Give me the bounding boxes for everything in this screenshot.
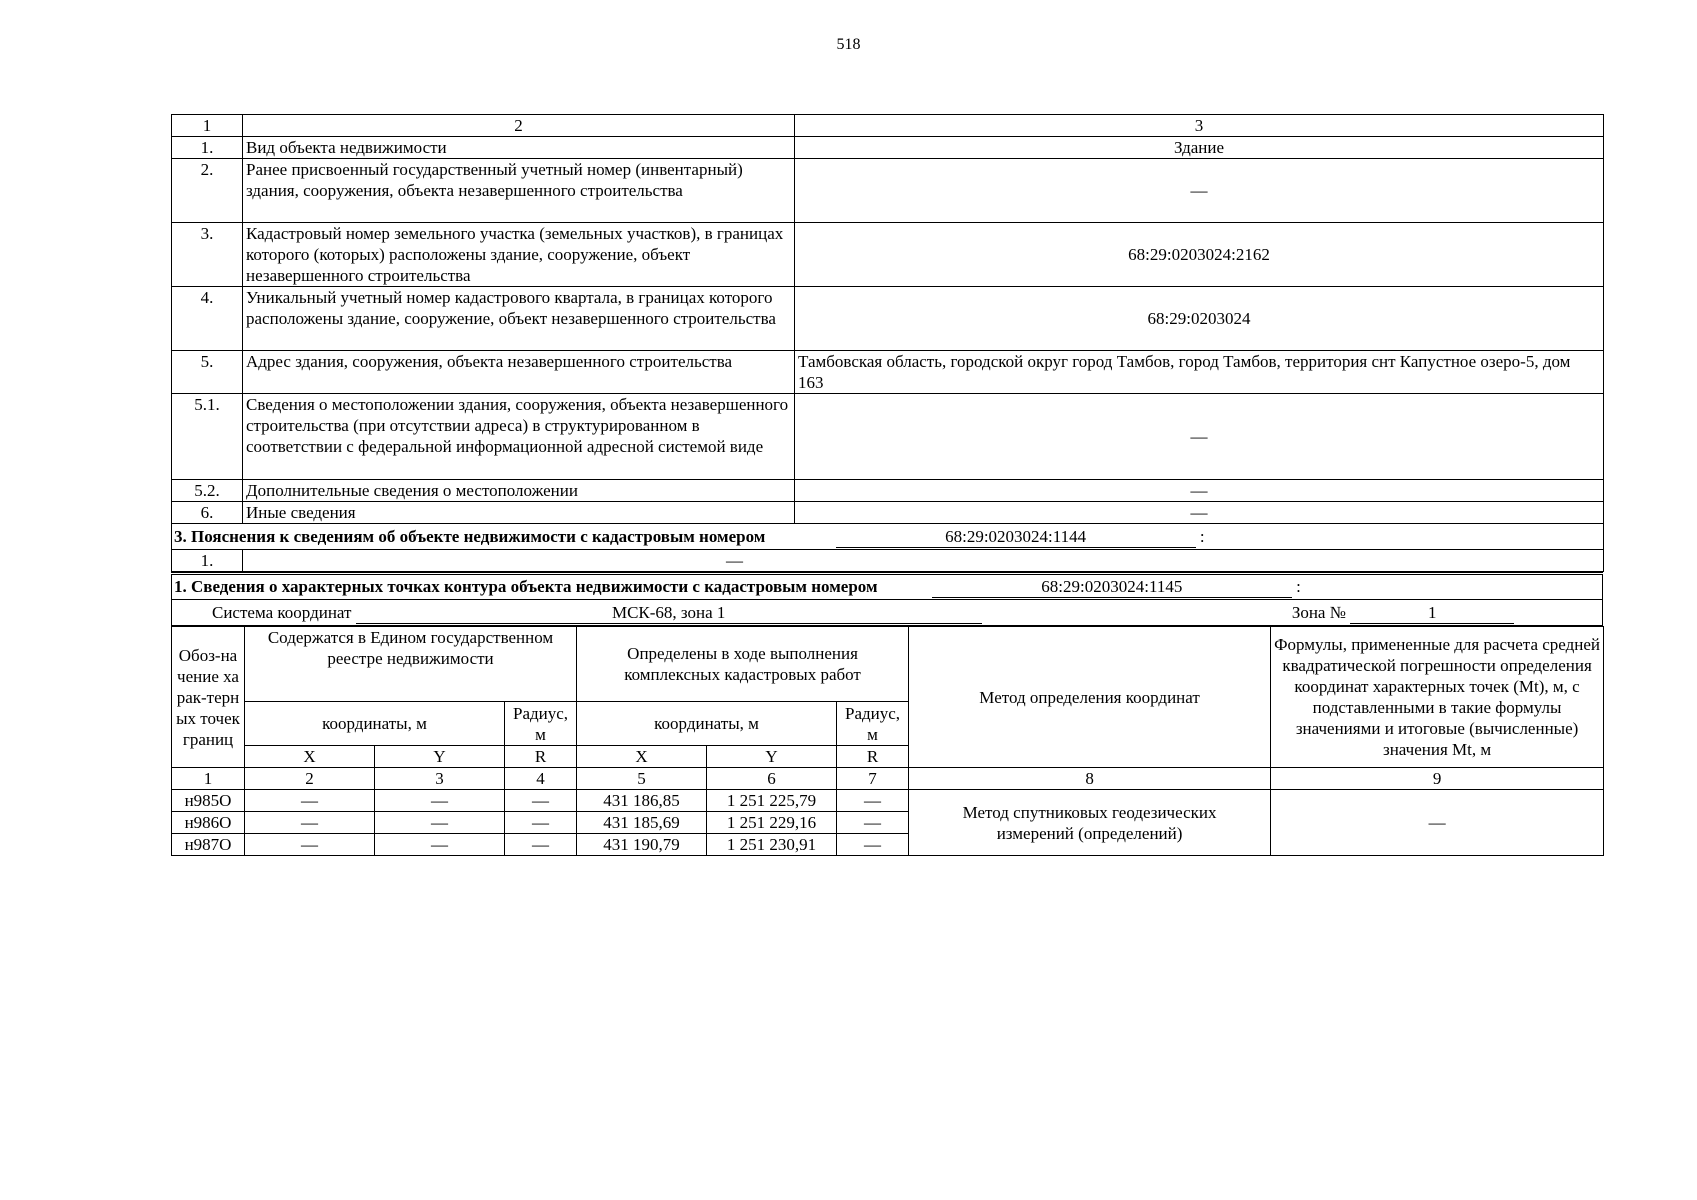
cell-y1: — [375,834,505,856]
header-egrn: Содержатся в Едином государственном реестре недвижимости [245,627,577,702]
row-value: — [243,550,1604,572]
table-row [172,351,1604,394]
col-number: 2 [245,768,375,790]
header-x-kkr: X [577,746,707,768]
header-row-1 [172,627,1604,702]
header-coords-egrn: координаты, м [245,702,505,746]
cell-r1: — [505,834,577,856]
header-kkr: Определены в ходе выполнения комплексных кадастровых работ [577,627,909,702]
cell-x2: 431 185,69 [577,812,707,834]
row-label: Вид объекта недвижимости [243,137,795,159]
col-number: 7 [837,768,909,790]
cell-y1: — [375,790,505,812]
page-number: 518 [836,36,861,53]
coord-system-value: МСК-68, зона 1 [356,602,982,624]
row-number: 6. [172,502,243,524]
cell-r2: — [837,834,909,856]
cell-x1: — [245,812,375,834]
method-cell: Метод спутниковых геодезических измерений (определений) [909,790,1271,856]
point-id: н987О [172,834,245,856]
row-value: — [795,159,1604,223]
row-value: 68:29:0203024 [795,287,1604,351]
row-value: — [795,480,1604,502]
document-body [171,114,1603,856]
header-y-egrn: Y [375,746,505,768]
row-number: 5.1. [172,394,243,480]
header-x-egrn: X [245,746,375,768]
table-row [172,502,1604,524]
row-number: 1. [172,137,243,159]
cell-x2: 431 190,79 [577,834,707,856]
header-method: Метод определения координат [909,627,1271,768]
row-number: 5.2. [172,480,243,502]
cell-r1: — [505,790,577,812]
row-number: 4. [172,287,243,351]
table-row [172,223,1604,287]
col-header-1: 1 [172,115,243,137]
table-row [172,159,1604,223]
cell-x1: — [245,834,375,856]
section1-title-row [172,574,1603,600]
col-number: 6 [707,768,837,790]
row-value: — [795,502,1604,524]
header-coords-kkr: координаты, м [577,702,837,746]
point-id: н985О [172,790,245,812]
row-number: 3. [172,223,243,287]
coord-system-label: Система координат [212,602,352,622]
cell-y2: 1 251 229,16 [707,812,837,834]
row-label: Уникальный учетный номер кадастрового квартала, в границах которого расположены здание, сооружение, объект незавершенного строительства [243,287,795,351]
cell-y1: — [375,812,505,834]
table-row [172,137,1604,159]
header-y-kkr: Y [707,746,837,768]
cell-r1: — [505,812,577,834]
row-number: 2. [172,159,243,223]
table-row [172,790,1604,812]
row-label: Ранее присвоенный государственный учетный номер (инвентарный) здания, сооружения, объекта незавершенного строительства [243,159,795,223]
zone-label: Зона № [1291,602,1346,622]
row-value: 68:29:0203024:2162 [795,223,1604,287]
object-info-table [171,114,1604,572]
col-number: 9 [1271,768,1604,790]
col-number: 4 [505,768,577,790]
section1-header-table [171,572,1603,626]
point-id: н986О [172,812,245,834]
cell-y2: 1 251 225,79 [707,790,837,812]
col-header-2: 2 [243,115,795,137]
section1-colon: : [1296,577,1301,596]
header-r-kkr: R [837,746,909,768]
col-number: 1 [172,768,245,790]
col-number: 5 [577,768,707,790]
row-label: Адрес здания, сооружения, объекта незавершенного строительства [243,351,795,394]
section1-cadastral-number: 68:29:0203024:1145 [932,576,1292,598]
table-row [172,394,1604,480]
row-label: Кадастровый номер земельного участка (земельных участков), в границах которого (которых) расположены здание, сооружение, объект незавершенного строительства [243,223,795,287]
section3-colon: : [1199,526,1205,546]
column-numbers-row [172,768,1604,790]
cell-x1: — [245,790,375,812]
header-designation: Обоз-начение харак-терных точек границ [172,627,245,768]
row-label: Сведения о местоположении здания, сооружения, объекта незавершенного строительства (при отсутствии адреса) в структурированном в соответствии с федеральной информационной адресной системой виде [243,394,795,480]
coord-system-row [172,600,1603,626]
row-value: Тамбовская область, городской округ город Тамбов, город Тамбов, территория снт Капустное озеро-5, дом 163 [795,351,1604,394]
col-number: 8 [909,768,1271,790]
row-number: 1. [172,550,243,572]
cell-x2: 431 186,85 [577,790,707,812]
row-number: 5. [172,351,243,394]
cell-y2: 1 251 230,91 [707,834,837,856]
zone-value: 1 [1350,602,1514,624]
header-formulas: Формулы, примененные для расчета средней квадратической погрешности определения координат характерных точек (Mt), м, с подставленными в такие формулы значениями и итоговые (вычисленные) значения Mt, м [1271,627,1604,768]
section3-title: 3. Пояснения к сведениям об объекте недвижимости с кадастровым номером [174,526,766,546]
cell-r2: — [837,812,909,834]
points-table [171,626,1604,856]
header-radius-kkr: Радиус, м [837,702,909,746]
section3-row [172,550,1604,572]
row-label: Дополнительные сведения о местоположении [243,480,795,502]
row-value: — [795,394,1604,480]
row-value: Здание [795,137,1604,159]
col-number: 3 [375,768,505,790]
section3-cadastral-number: 68:29:0203024:1144 [836,526,1196,548]
header-r-egrn: R [505,746,577,768]
row-label: Иные сведения [243,502,795,524]
section1-title: 1. Сведения о характерных точках контура объекта недвижимости с кадастровым номером [174,577,878,596]
table-header-row [172,115,1604,137]
header-radius-egrn: Радиус, м [505,702,577,746]
col-header-3: 3 [795,115,1604,137]
table-row [172,287,1604,351]
section3-title-row [172,524,1604,550]
table-row [172,480,1604,502]
cell-r2: — [837,790,909,812]
formulas-cell: — [1271,790,1604,856]
